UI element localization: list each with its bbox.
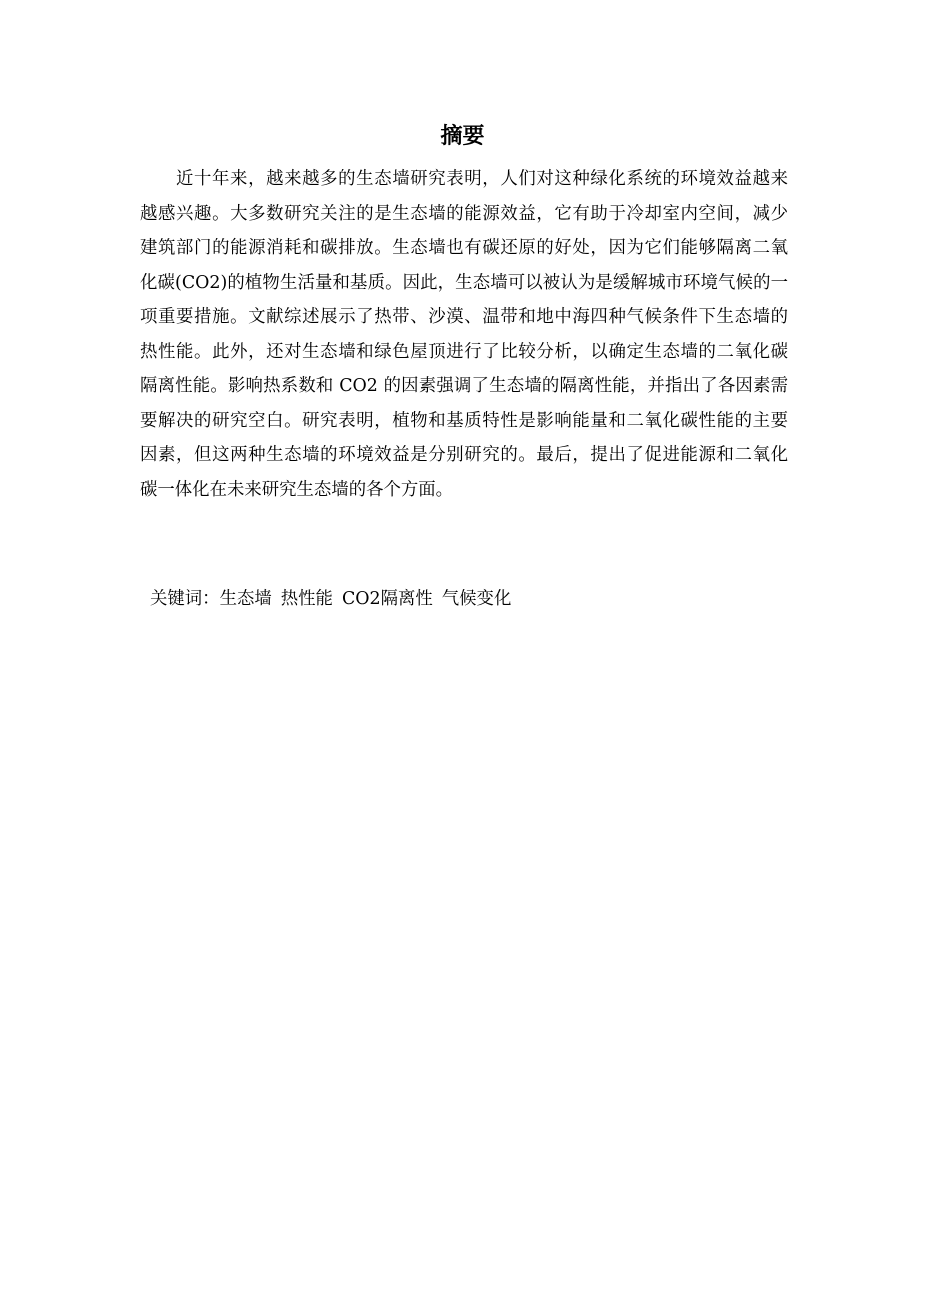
keyword-item: 气候变化 [441, 589, 512, 609]
keywords-line [150, 584, 520, 614]
abstract-line: 隔离性能。影响热系数和 CO2 的因素强调了生态墙的隔离性能，并指出了各因素需 [140, 376, 788, 396]
abstract-line: 热性能。此外，还对生态墙和绿色屋顶进行了比较分析，以确定生态墙的二氧化碳 [140, 341, 788, 362]
abstract-line: 越感兴趣。大多数研究关注的是生态墙的能源效益，它有助于冷却室内空间，减少 [140, 203, 788, 224]
abstract-body [140, 162, 788, 507]
keywords-label: 关键词： [150, 589, 220, 609]
abstract-line: 项重要措施。文献综述展示了热带、沙漠、温带和地中海四种气候条件下生态墙的 [140, 307, 788, 327]
abstract-line: 建筑部门的能源消耗和碳排放。生态墙也有碳还原的好处，因为它们能够隔离二氧 [140, 238, 788, 258]
abstract-line: 要解决的研究空白。研究表明，植物和基质特性是影响能量和二氧化碳性能的主要 [140, 410, 788, 431]
abstract-line: 化碳(CO2)的植物生活量和基质。因此，生态墙可以被认为是缓解城市环境气候的一 [140, 272, 788, 293]
abstract-line: 因素，但这两种生态墙的环境效益是分别研究的。最后，提出了促进能源和二氧化 [140, 445, 788, 465]
abstract-title: 摘要 [440, 123, 485, 149]
keyword-item: 热性能 [280, 589, 333, 609]
abstract-line: 近十年来，越来越多的生态墙研究表明，人们对这种绿化系统的环境效益越来 [176, 169, 788, 189]
abstract-line: 碳一体化在未来研究生态墙的各个方面。 [140, 479, 454, 500]
keyword-item: 生态墙 [219, 589, 272, 609]
keyword-item: CO2隔离性 [341, 589, 433, 609]
